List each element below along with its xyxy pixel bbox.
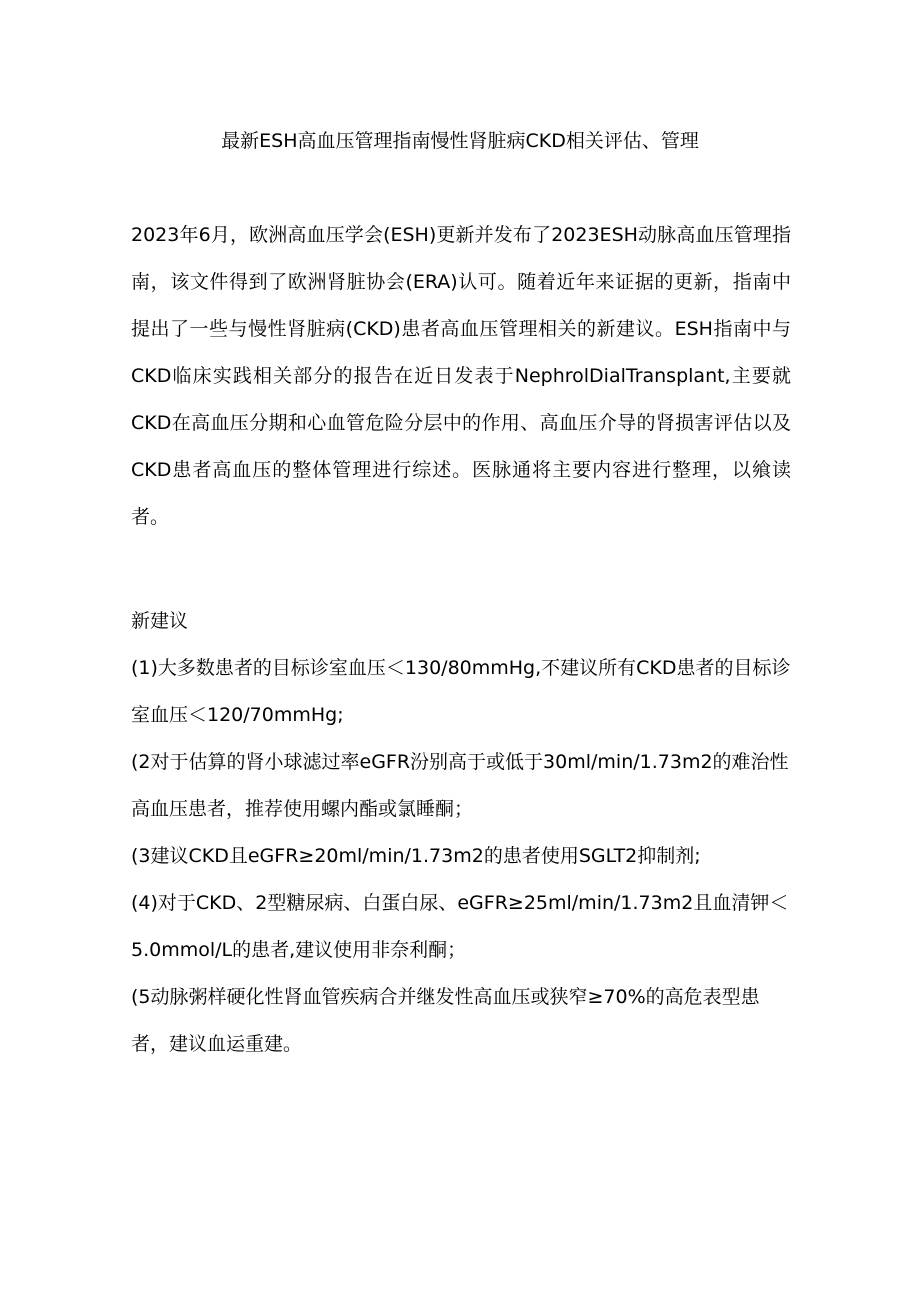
recommendation-item: (4)对于CKD、2型糖尿病、白蛋白尿、eGFR≥25ml∕min∕1.73m2且血清钾＜5.0mmol/L的患者,建议使用非奈利酮； bbox=[131, 892, 789, 961]
recommendation-list bbox=[131, 645, 791, 1068]
recommendation-item: (1)大多数患者的目标诊室血压＜130/80mmHg,不建议所有CKD患者的目标诊室血压＜120/70mmHg; bbox=[131, 657, 791, 726]
section-heading: 新建议 bbox=[131, 610, 189, 632]
recommendation-item: (2对于估算的肾小球滤过率eGFR汾别高于或低于30ml∕min∕1.73m2的难治性高血压患者，推荐使用螺内酯或氯睡酮； bbox=[131, 751, 789, 820]
recommendation-item: (3建议CKD且eGFR≥20ml∕min∕1.73m2的患者使用SGLT2抑制剂; bbox=[131, 845, 701, 867]
recommendation-item: (5动脉粥样硬化性肾血管疾病合并继发性高血压或狭窄≥70%的高危表型患者，建议血运重建。 bbox=[131, 986, 760, 1055]
document-title: 最新ESH高血压管理指南慢性肾脏病CKD相关评估、管理 bbox=[221, 130, 699, 152]
intro-paragraph: 2023年6月，欧洲高血压学会(ESH)更新并发布了2023ESH动脉高血压管理指南，该文件得到了欧洲肾脏协会(ERA)认可。随着近年来证据的更新，指南中提出了一些与慢性肾脏病(CKD)患者高血压管理相关的新建议。ESH指南中与CKD临床实践相关部分的报告在近日发表于NephrolDialTransplant,主要就CKD在高血压分期和心血管危险分层中的作用、高血压介导的肾损害评估以及CKD患者高血压的整体管理进行综述。医脉通将主要内容进行整理，以飨读者。 bbox=[131, 224, 791, 528]
